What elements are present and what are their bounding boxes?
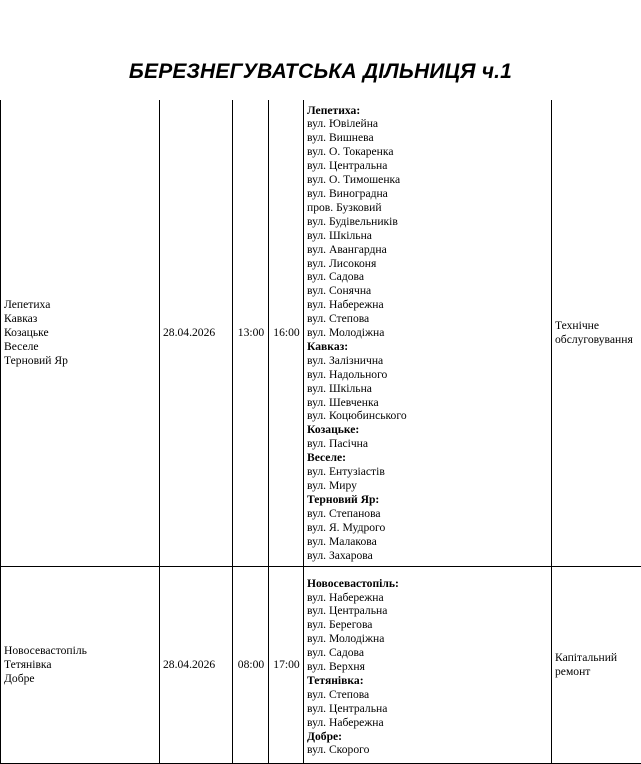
street-name: вул. Коцюбинського xyxy=(307,409,549,423)
reason-text: Технічне xyxy=(555,319,639,333)
street-name: вул. Сонячна xyxy=(307,284,549,298)
settlement-heading: Новосевастопіль: xyxy=(307,577,549,591)
street-name: вул. Набережна xyxy=(307,591,549,605)
reason-text: ремонт xyxy=(555,665,639,679)
street-name: вул. Набережна xyxy=(307,716,549,730)
village-name: Добре xyxy=(4,672,157,686)
street-name: вул. Миру xyxy=(307,479,549,493)
villages-cell xyxy=(1,567,160,764)
table-row xyxy=(1,100,641,567)
villages-cell xyxy=(1,100,160,567)
street-name: пров. Бузковий xyxy=(307,201,549,215)
street-name: вул. Шкільна xyxy=(307,382,549,396)
settlement-heading: Кавказ: xyxy=(307,340,549,354)
village-name: Козацьке xyxy=(4,326,157,340)
page-title: БЕРЕЗНЕГУВАТСЬКА ДІЛЬНИЦЯ ч.1 xyxy=(0,52,641,92)
settlement-heading: Тетянівка: xyxy=(307,674,549,688)
street-name: вул. О. Токаренка xyxy=(307,145,549,159)
end-time-cell: 16:00 xyxy=(269,100,304,567)
street-name: вул. Ювілейна xyxy=(307,117,549,131)
village-name: Веселе xyxy=(4,340,157,354)
street-name: вул. Шкільна xyxy=(307,229,549,243)
street-name: вул. Садова xyxy=(307,646,549,660)
village-name: Новосевастопіль xyxy=(4,644,157,658)
settlement-heading: Добре: xyxy=(307,730,549,744)
street-name: вул. Пасічна xyxy=(307,437,549,451)
settlement-heading: Козацьке: xyxy=(307,423,549,437)
street-name: вул. Виноградна xyxy=(307,187,549,201)
street-name: вул. Ентузіастів xyxy=(307,465,549,479)
settlement-heading: Лепетиха: xyxy=(307,104,549,118)
street-name: вул. Шевченка xyxy=(307,396,549,410)
streets-cell xyxy=(304,567,552,764)
reason-text: обслуговування xyxy=(555,333,639,347)
table-row xyxy=(1,567,641,764)
street-name: вул. Степанова xyxy=(307,507,549,521)
street-name: вул. Верхня xyxy=(307,660,549,674)
village-name: Кавказ xyxy=(4,312,157,326)
street-name: вул. Будівельників xyxy=(307,215,549,229)
street-name: вул. Скорого xyxy=(307,743,549,757)
village-name: Терновий Яр xyxy=(4,354,157,368)
start-time-cell: 13:00 xyxy=(233,100,269,567)
street-name: вул. Берегова xyxy=(307,618,549,632)
reason-cell xyxy=(552,567,641,764)
street-name: вул. Молодіжна xyxy=(307,632,549,646)
date-cell: 28.04.2026 xyxy=(160,100,233,567)
reason-text: Капітальний xyxy=(555,651,639,665)
street-name: вул. Центральна xyxy=(307,604,549,618)
street-name: вул. Набережна xyxy=(307,298,549,312)
street-name: вул. Захарова xyxy=(307,549,549,563)
street-name: вул. Садова xyxy=(307,270,549,284)
street-name: вул. Малакова xyxy=(307,535,549,549)
street-name: вул. Лисоконя xyxy=(307,257,549,271)
village-name: Тетянівка xyxy=(4,658,157,672)
street-name: вул. О. Тимошенка xyxy=(307,173,549,187)
start-time-cell: 08:00 xyxy=(233,567,269,764)
street-name: вул. Центральна xyxy=(307,702,549,716)
end-time-cell: 17:00 xyxy=(269,567,304,764)
street-name: вул. Степова xyxy=(307,688,549,702)
date-cell: 28.04.2026 xyxy=(160,567,233,764)
street-name: вул. Авангардна xyxy=(307,243,549,257)
settlement-heading: Веселе: xyxy=(307,451,549,465)
street-name: вул. Степова xyxy=(307,312,549,326)
streets-cell xyxy=(304,100,552,567)
street-name: вул. Центральна xyxy=(307,159,549,173)
settlement-heading: Терновий Яр: xyxy=(307,493,549,507)
village-name: Лепетиха xyxy=(4,298,157,312)
street-name: вул. Молодіжна xyxy=(307,326,549,340)
street-name: вул. Я. Мудрого xyxy=(307,521,549,535)
street-name: вул. Надольного xyxy=(307,368,549,382)
reason-cell xyxy=(552,100,641,567)
street-name: вул. Залізнична xyxy=(307,354,549,368)
street-name: вул. Вишнева xyxy=(307,131,549,145)
outage-schedule-table xyxy=(0,100,641,764)
